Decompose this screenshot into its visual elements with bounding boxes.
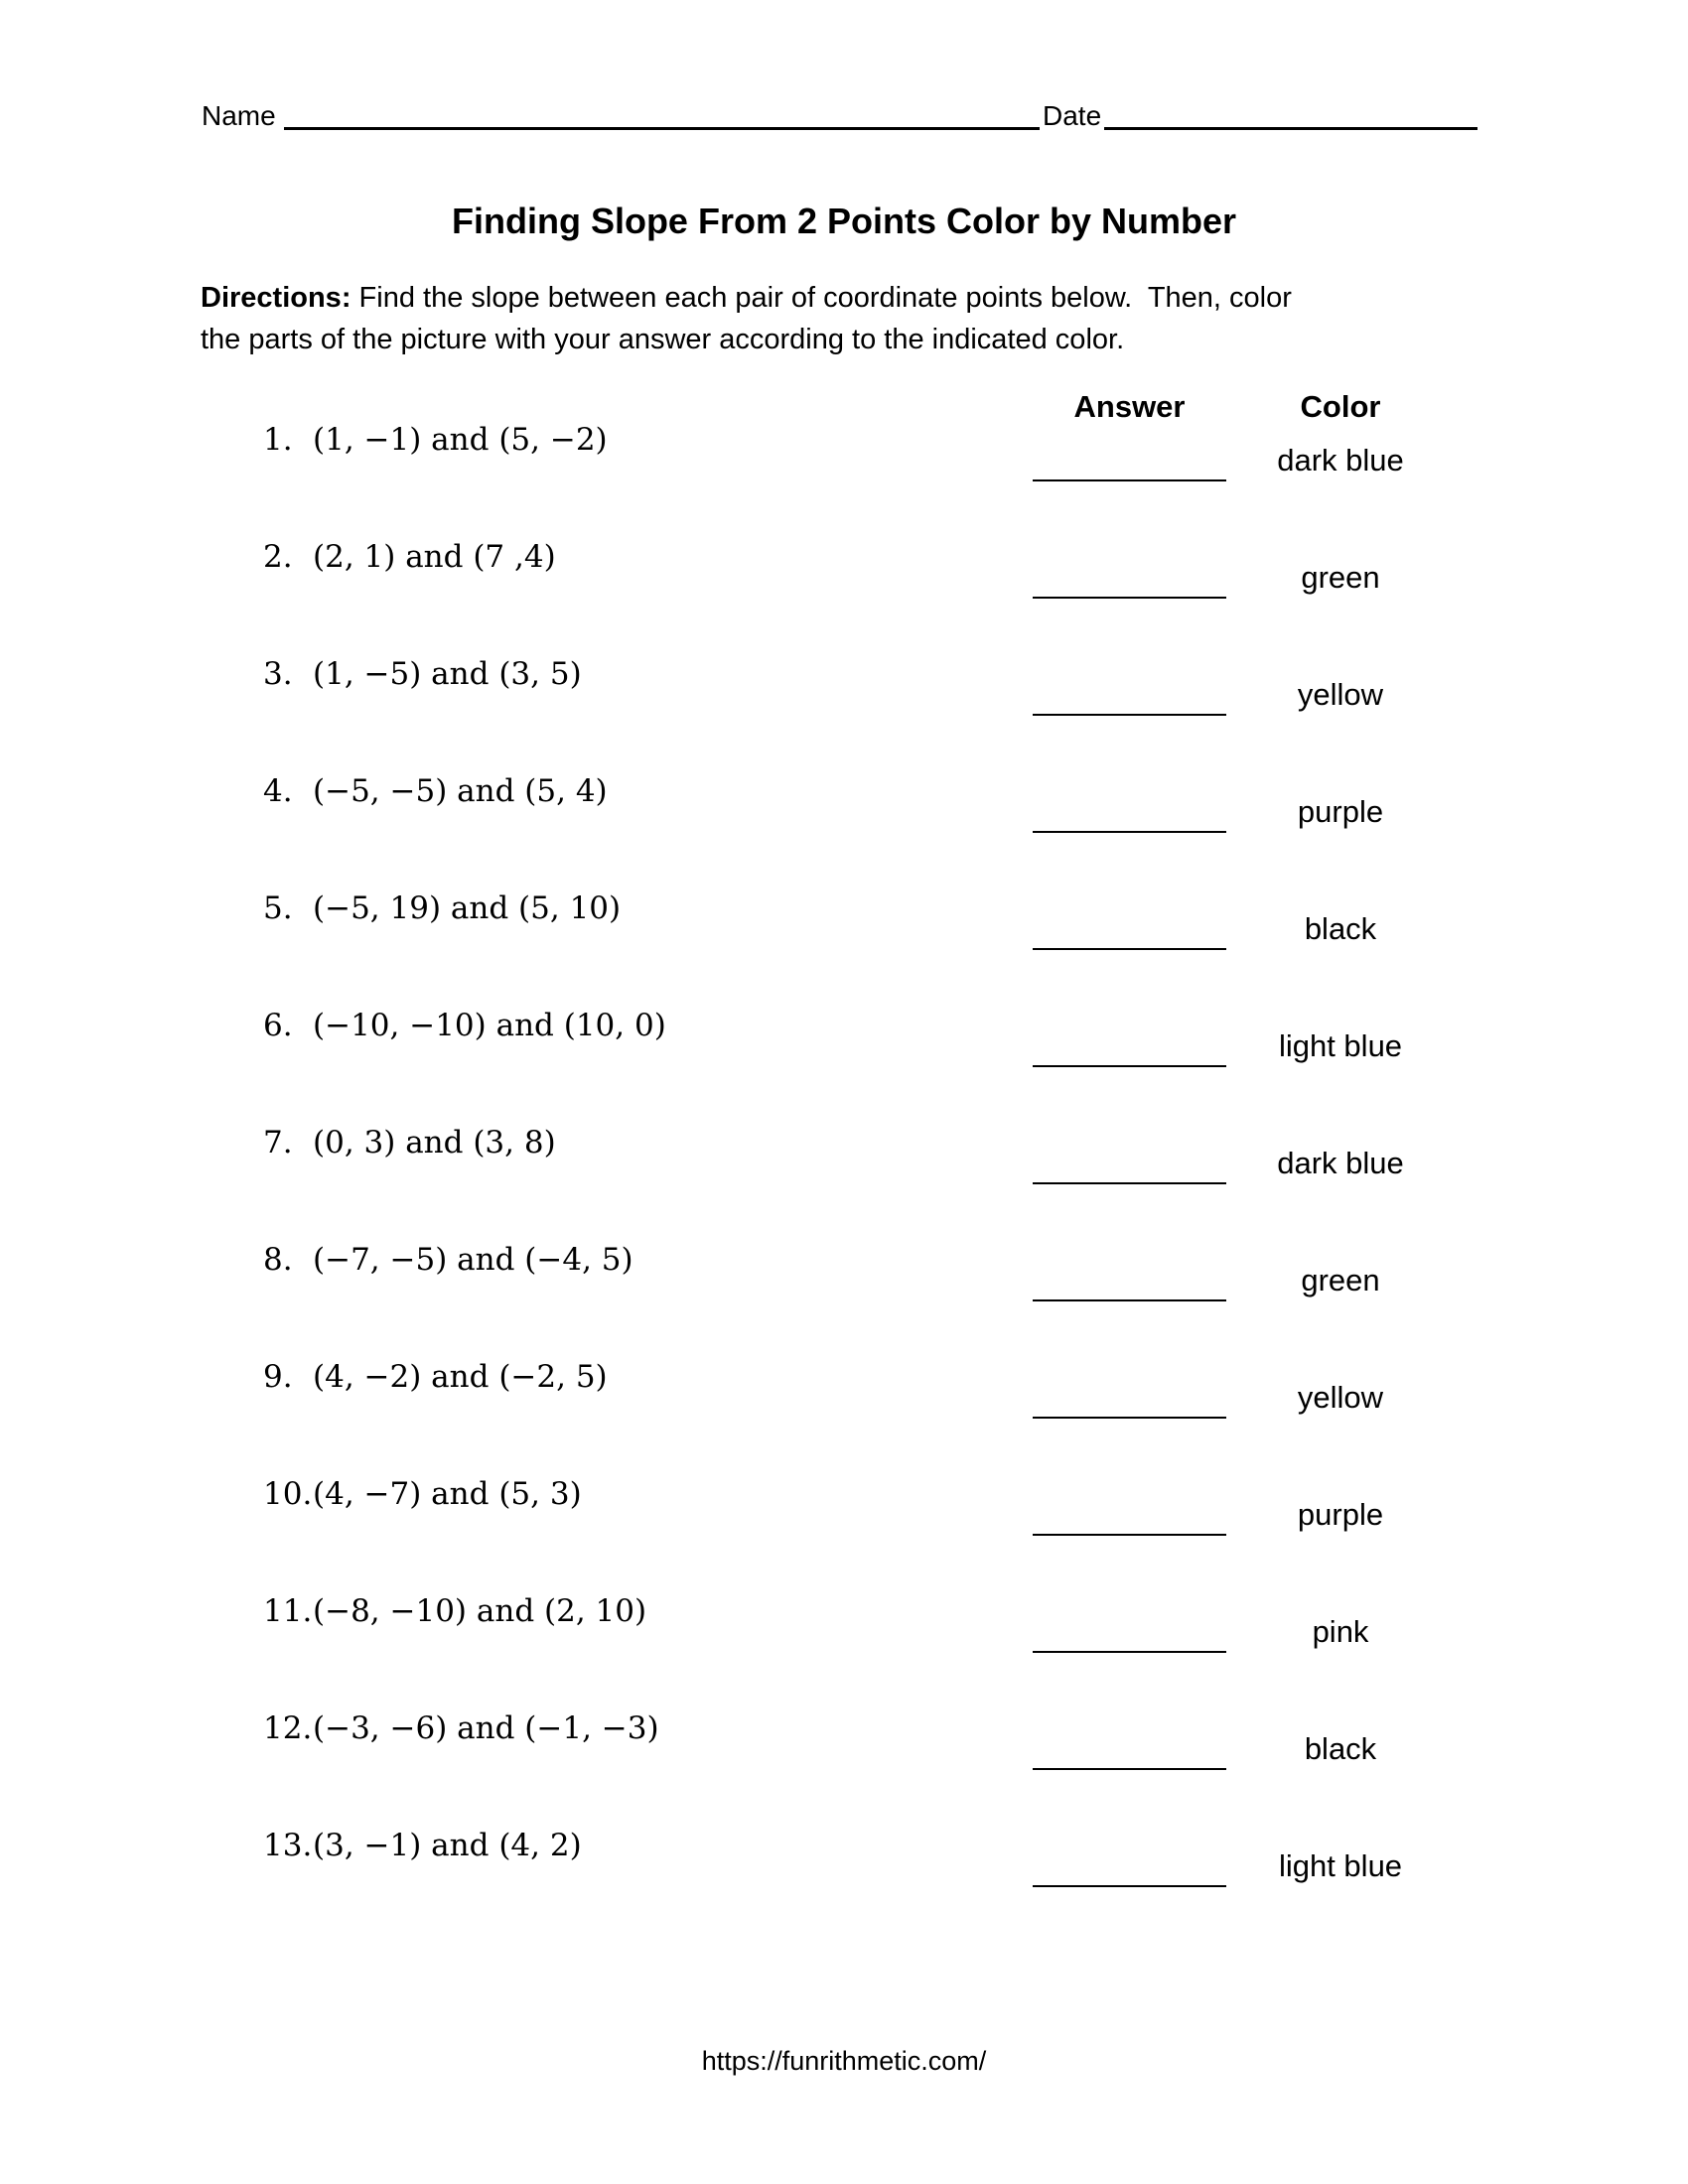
problem-points: (−8, −10) and (2, 10)	[313, 1593, 647, 1629]
directions	[201, 277, 1481, 360]
answer-blank[interactable]	[1033, 928, 1226, 950]
color-label: green	[1301, 1263, 1380, 1297]
problem-points: (4, −2) and (−2, 5)	[313, 1359, 608, 1395]
color-label: purple	[1297, 1497, 1384, 1532]
color-label: green	[1301, 560, 1380, 595]
answer-blank[interactable]	[1033, 694, 1226, 716]
directions-line2: the parts of the picture with your answer according to the indicated color.	[201, 324, 1125, 355]
problem-points: (0, 3) and (3, 8)	[313, 1125, 556, 1160]
color-label: black	[1304, 911, 1377, 946]
answer-blank[interactable]	[1033, 1045, 1226, 1067]
answer-blank[interactable]	[1033, 1280, 1226, 1301]
problem-number: 13.	[263, 1828, 313, 1863]
directions-line1: Find the slope between each pair of coordinate points below. Then, color	[351, 282, 1292, 314]
color-label: light blue	[1278, 1028, 1403, 1063]
worksheet-title: Finding Slope From 2 Points Color by Number	[451, 201, 1237, 241]
problem-number: 3.	[263, 656, 293, 692]
problem-points: (2, 1) and (7 ,4)	[313, 539, 556, 575]
color-label: dark blue	[1277, 443, 1404, 478]
problem-points: (1, −5) and (3, 5)	[313, 656, 582, 692]
problem-points: (−10, −10) and (10, 0)	[313, 1008, 666, 1043]
problem-number: 4.	[263, 773, 293, 809]
date-label: Date	[1043, 100, 1102, 131]
directions-label: Directions:	[201, 282, 352, 314]
answer-blank[interactable]	[1033, 1397, 1226, 1419]
answer-blank[interactable]	[1033, 577, 1226, 599]
answer-blank[interactable]	[1033, 811, 1226, 833]
answer-blank[interactable]	[1033, 1748, 1226, 1770]
problem-points: (−7, −5) and (−4, 5)	[313, 1242, 633, 1278]
problem-number: 6.	[263, 1008, 293, 1043]
footer-url[interactable]: https://funrithmetic.com/	[701, 2046, 987, 2076]
problem-number: 7.	[263, 1125, 293, 1160]
answer-blank[interactable]	[1033, 1865, 1226, 1887]
problem-number: 12.	[263, 1710, 313, 1746]
color-label: black	[1304, 1731, 1377, 1766]
problem-number: 11.	[263, 1593, 313, 1629]
color-label: purple	[1297, 794, 1384, 829]
problem-number: 2.	[263, 539, 293, 575]
problem-points: (−5, 19) and (5, 10)	[313, 890, 622, 926]
color-column-header: Color	[1300, 389, 1381, 424]
color-label: light blue	[1278, 1848, 1403, 1883]
name-label: Name	[202, 100, 276, 131]
problem-number: 5.	[263, 890, 293, 926]
problem-points: (3, −1) and (4, 2)	[313, 1828, 582, 1863]
color-label: yellow	[1297, 1380, 1384, 1415]
name-blank-line[interactable]	[284, 127, 1040, 130]
problem-number: 1.	[263, 422, 293, 458]
answer-blank[interactable]	[1033, 1162, 1226, 1184]
answer-blank[interactable]	[1033, 1514, 1226, 1536]
color-label: pink	[1312, 1614, 1369, 1649]
answer-column-header: Answer	[1073, 389, 1186, 424]
problem-number: 10.	[263, 1476, 313, 1512]
problem-points: (−3, −6) and (−1, −3)	[313, 1710, 659, 1746]
problem-points: (4, −7) and (5, 3)	[313, 1476, 582, 1512]
answer-blank[interactable]	[1033, 1631, 1226, 1653]
problem-number: 9.	[263, 1359, 293, 1395]
color-label: dark blue	[1277, 1146, 1404, 1180]
problem-points: (1, −1) and (5, −2)	[313, 422, 608, 458]
problem-points: (−5, −5) and (5, 4)	[313, 773, 608, 809]
problem-number: 8.	[263, 1242, 293, 1278]
date-blank-line[interactable]	[1104, 127, 1477, 130]
answer-blank[interactable]	[1033, 460, 1226, 481]
color-label: yellow	[1297, 677, 1384, 712]
